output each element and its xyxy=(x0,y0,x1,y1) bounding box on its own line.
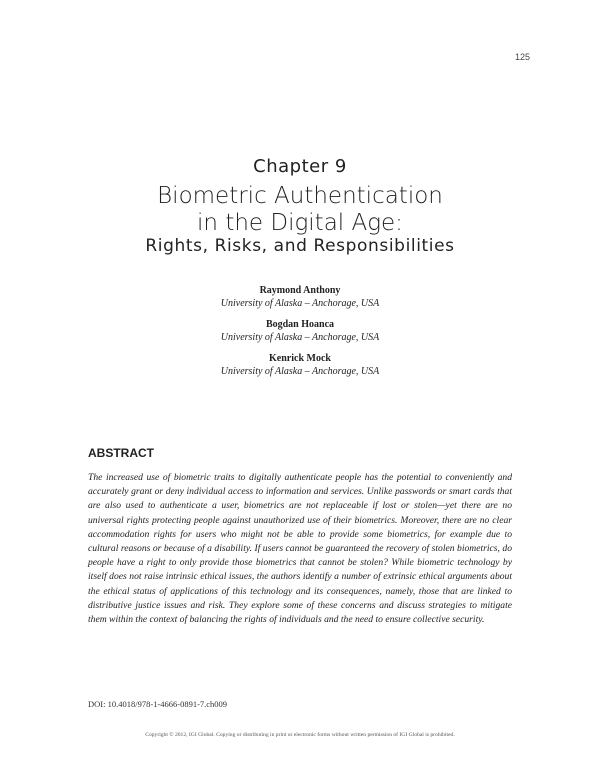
author-block xyxy=(0,284,600,310)
author-name: Kenrick Mock xyxy=(269,353,331,364)
chapter-title-line-1: Biometric Authentication xyxy=(157,183,443,209)
doi-line: DOI: 10.4018/978-1-4666-0891-7.ch009 xyxy=(88,699,228,709)
author-name: Raymond Anthony xyxy=(259,285,341,296)
chapter-subtitle: Rights, Risks, and Responsibilities xyxy=(145,236,455,256)
abstract-heading: ABSTRACT xyxy=(88,446,154,460)
author-list xyxy=(0,284,600,386)
author-name: Bogdan Hoanca xyxy=(265,319,335,330)
author-block xyxy=(0,352,600,378)
chapter-title-line-2: in the Digital Age: xyxy=(197,210,403,236)
author-affiliation: University of Alaska – Anchorage, USA xyxy=(220,332,380,343)
abstract-text: The increased use of biometric traits to digitally authenticate people has the potential to conveniently and accurately grant or deny individual access to information and services. Unlike passwords or smart cards that are also used to authenticate a user, biometrics are not replaceable if lost or stolen—yet there are no universal rights protecting people against unauthorized use of their biometrics. Moreover, there are no clear accommodation rights for users who might not be able to provide some biometrics, for example due to cultural reasons or because of a disability. If users cannot be guaranteed the recovery of stolen biometrics, do people have a right to only provide those biometrics that cannot be stolen? While biometric technology by itself does not raise intrinsic ethical issues, the authors identify a number of extrinsic ethical arguments about the ethical status of applications of this technology and its consequences, namely, those that are linked to distributive justice issues and risk. They explore some of these concerns and discuss strategies to mitigate them within the context of balancing the rights of individuals and the need to ensure collective security. xyxy=(88,472,512,626)
author-affiliation: University of Alaska – Anchorage, USA xyxy=(220,298,380,309)
copyright-notice: Copyright © 2012, IGI Global. Copying or distributing in print or electronic forms without written permission of IGI Global is prohibited. xyxy=(145,732,455,738)
author-block xyxy=(0,318,600,344)
page-number: 125 xyxy=(514,52,530,62)
chapter-label: Chapter 9 xyxy=(253,156,347,177)
chapter-title xyxy=(0,183,600,237)
author-affiliation: University of Alaska – Anchorage, USA xyxy=(220,366,380,377)
